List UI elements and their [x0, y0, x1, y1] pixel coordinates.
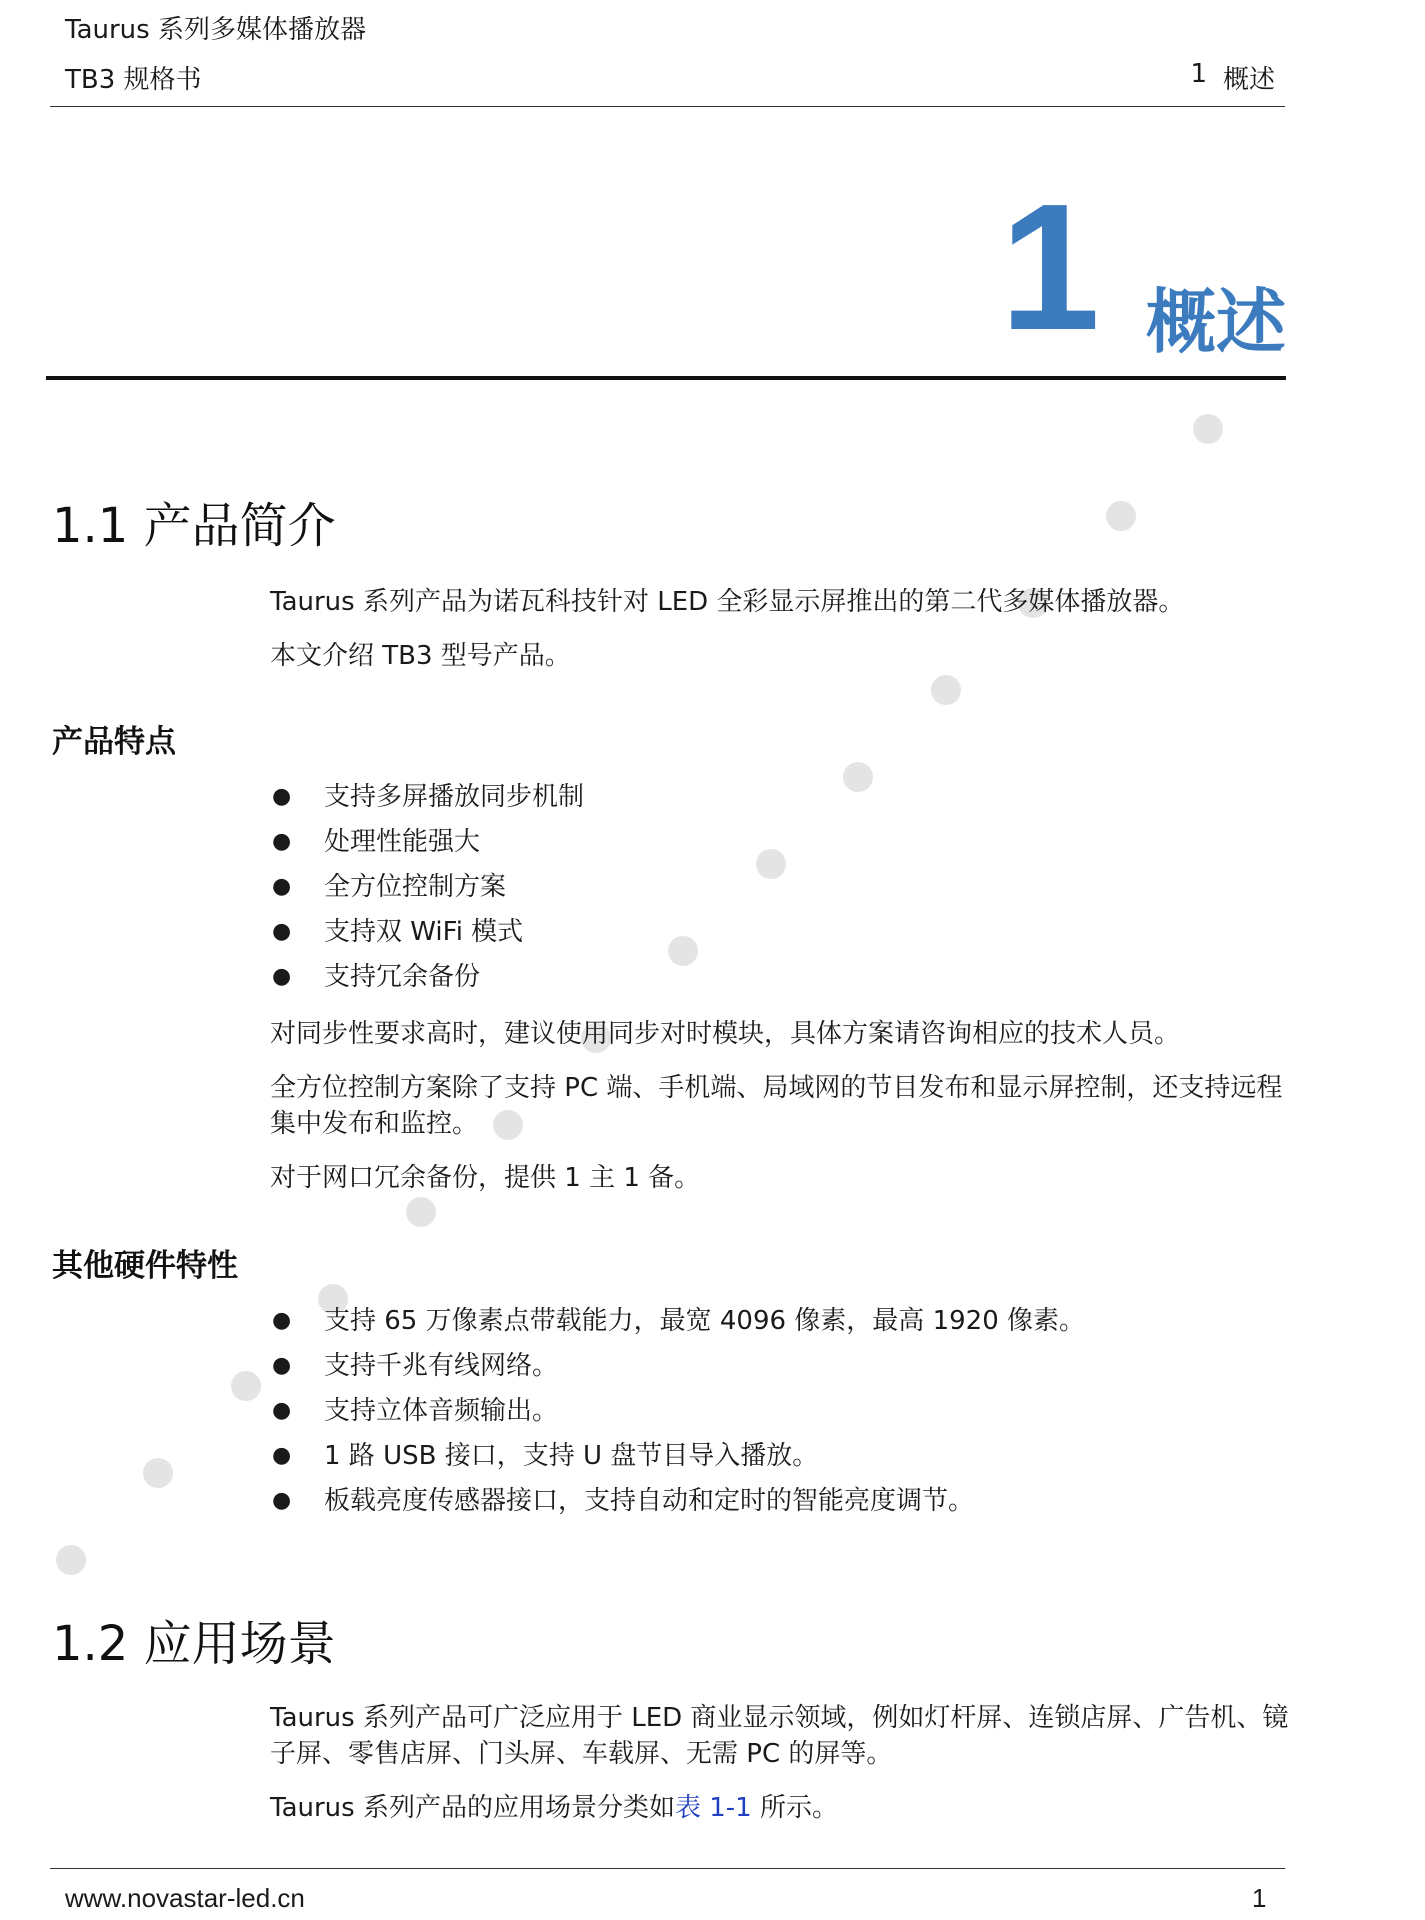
list-item-text: 支持千兆有线网络。 [324, 1351, 559, 1381]
list-item [270, 959, 584, 1004]
reference-text-before: Taurus 系列产品的应用场景分类如 [270, 1793, 675, 1823]
list-item-text: 支持双 WiFi 模式 [324, 917, 524, 947]
bullet-icon: ● [272, 784, 292, 809]
decorative-dot [1193, 414, 1223, 444]
list-item [270, 1483, 1085, 1528]
list-item-text: 支持冗余备份 [324, 962, 481, 992]
table-reference-link[interactable]: 表 1-1 [674, 1793, 752, 1823]
list-item [270, 779, 584, 824]
section-heading-1-1: 1.1 产品简介 [52, 498, 336, 554]
bullet-icon: ● [272, 1443, 292, 1468]
subheading-hardware: 其他硬件特性 [52, 1248, 238, 1284]
bullet-icon: ● [272, 919, 292, 944]
list-item [270, 1393, 1085, 1438]
header-chapter [1190, 59, 1275, 96]
header-chapter-name: 概述 [1222, 65, 1275, 95]
list-item [270, 1303, 1085, 1348]
list-item-text: 支持 65 万像素点带载能力，最宽 4096 像素，最高 1920 像素。 [324, 1306, 1086, 1336]
list-item [270, 1348, 1085, 1393]
decorative-dot [231, 1371, 261, 1401]
footer-divider [50, 1868, 1285, 1869]
decorative-dot [931, 675, 961, 705]
hardware-list [270, 1303, 1085, 1528]
application-paragraph: Taurus 系列产品可广泛应用于 LED 商业显示领域，例如灯杆屏、连锁店屏、广告机、镜子屏、零售店屏、门头屏、车载屏、无需 PC 的屏等。 [270, 1703, 1289, 1769]
decorative-dot [1106, 501, 1136, 531]
feature-note: 全方位控制方案除了支持 PC 端、手机端、局域网的节目发布和显示屏控制，还支持远程集中发布和监控。 [270, 1073, 1283, 1139]
list-item-text: 处理性能强大 [324, 827, 481, 857]
list-item-text: 全方位控制方案 [324, 872, 507, 902]
list-item [270, 1438, 1085, 1483]
chapter-divider [46, 376, 1286, 380]
list-item-text: 支持立体音频输出。 [324, 1396, 559, 1426]
application-reference [270, 1790, 1290, 1826]
decorative-dot [143, 1458, 173, 1488]
list-item-text: 板载亮度传感器接口，支持自动和定时的智能亮度调节。 [324, 1486, 975, 1516]
footer-page-number: 1 [1252, 1883, 1267, 1913]
feature-note: 对同步性要求高时，建议使用同步对时模块，具体方案请咨询相应的技术人员。 [270, 1019, 1181, 1049]
decorative-dot [56, 1545, 86, 1575]
section-heading-1-2: 1.2 应用场景 [52, 1616, 336, 1672]
list-item [270, 914, 584, 959]
bullet-icon: ● [272, 874, 292, 899]
header-doc-name: TB3 规格书 [65, 65, 202, 95]
footer-website[interactable]: www.novastar-led.cn [65, 1883, 305, 1913]
decorative-dot [843, 762, 873, 792]
intro-paragraph: Taurus 系列产品为诺瓦科技针对 LED 全彩显示屏推出的第二代多媒体播放器。 [270, 587, 1185, 617]
decorative-dot [756, 849, 786, 879]
chapter-title: 概述 [1146, 281, 1286, 363]
header-divider [50, 106, 1285, 107]
subheading-features: 产品特点 [52, 724, 176, 760]
feature-note: 对于网口冗余备份，提供 1 主 1 备。 [270, 1163, 701, 1193]
header-chapter-number: 1 [1190, 59, 1207, 89]
bullet-icon: ● [272, 829, 292, 854]
reference-text-after: 所示。 [751, 1793, 838, 1823]
decorative-dot [668, 936, 698, 966]
list-item-text: 支持多屏播放同步机制 [324, 782, 585, 812]
header-product-series: Taurus 系列多媒体播放器 [65, 15, 366, 45]
bullet-icon: ● [272, 1353, 292, 1378]
list-item [270, 824, 584, 869]
bullet-icon: ● [272, 1488, 292, 1513]
list-item [270, 869, 584, 914]
features-list [270, 779, 584, 1004]
intro-paragraph: 本文介绍 TB3 型号产品。 [270, 641, 571, 671]
bullet-icon: ● [272, 1398, 292, 1423]
chapter-number: 1 [1000, 167, 1101, 368]
list-item-text: 1 路 USB 接口，支持 U 盘节目导入播放。 [324, 1441, 819, 1471]
decorative-dot [406, 1197, 436, 1227]
bullet-icon: ● [272, 1308, 292, 1333]
bullet-icon: ● [272, 964, 292, 989]
